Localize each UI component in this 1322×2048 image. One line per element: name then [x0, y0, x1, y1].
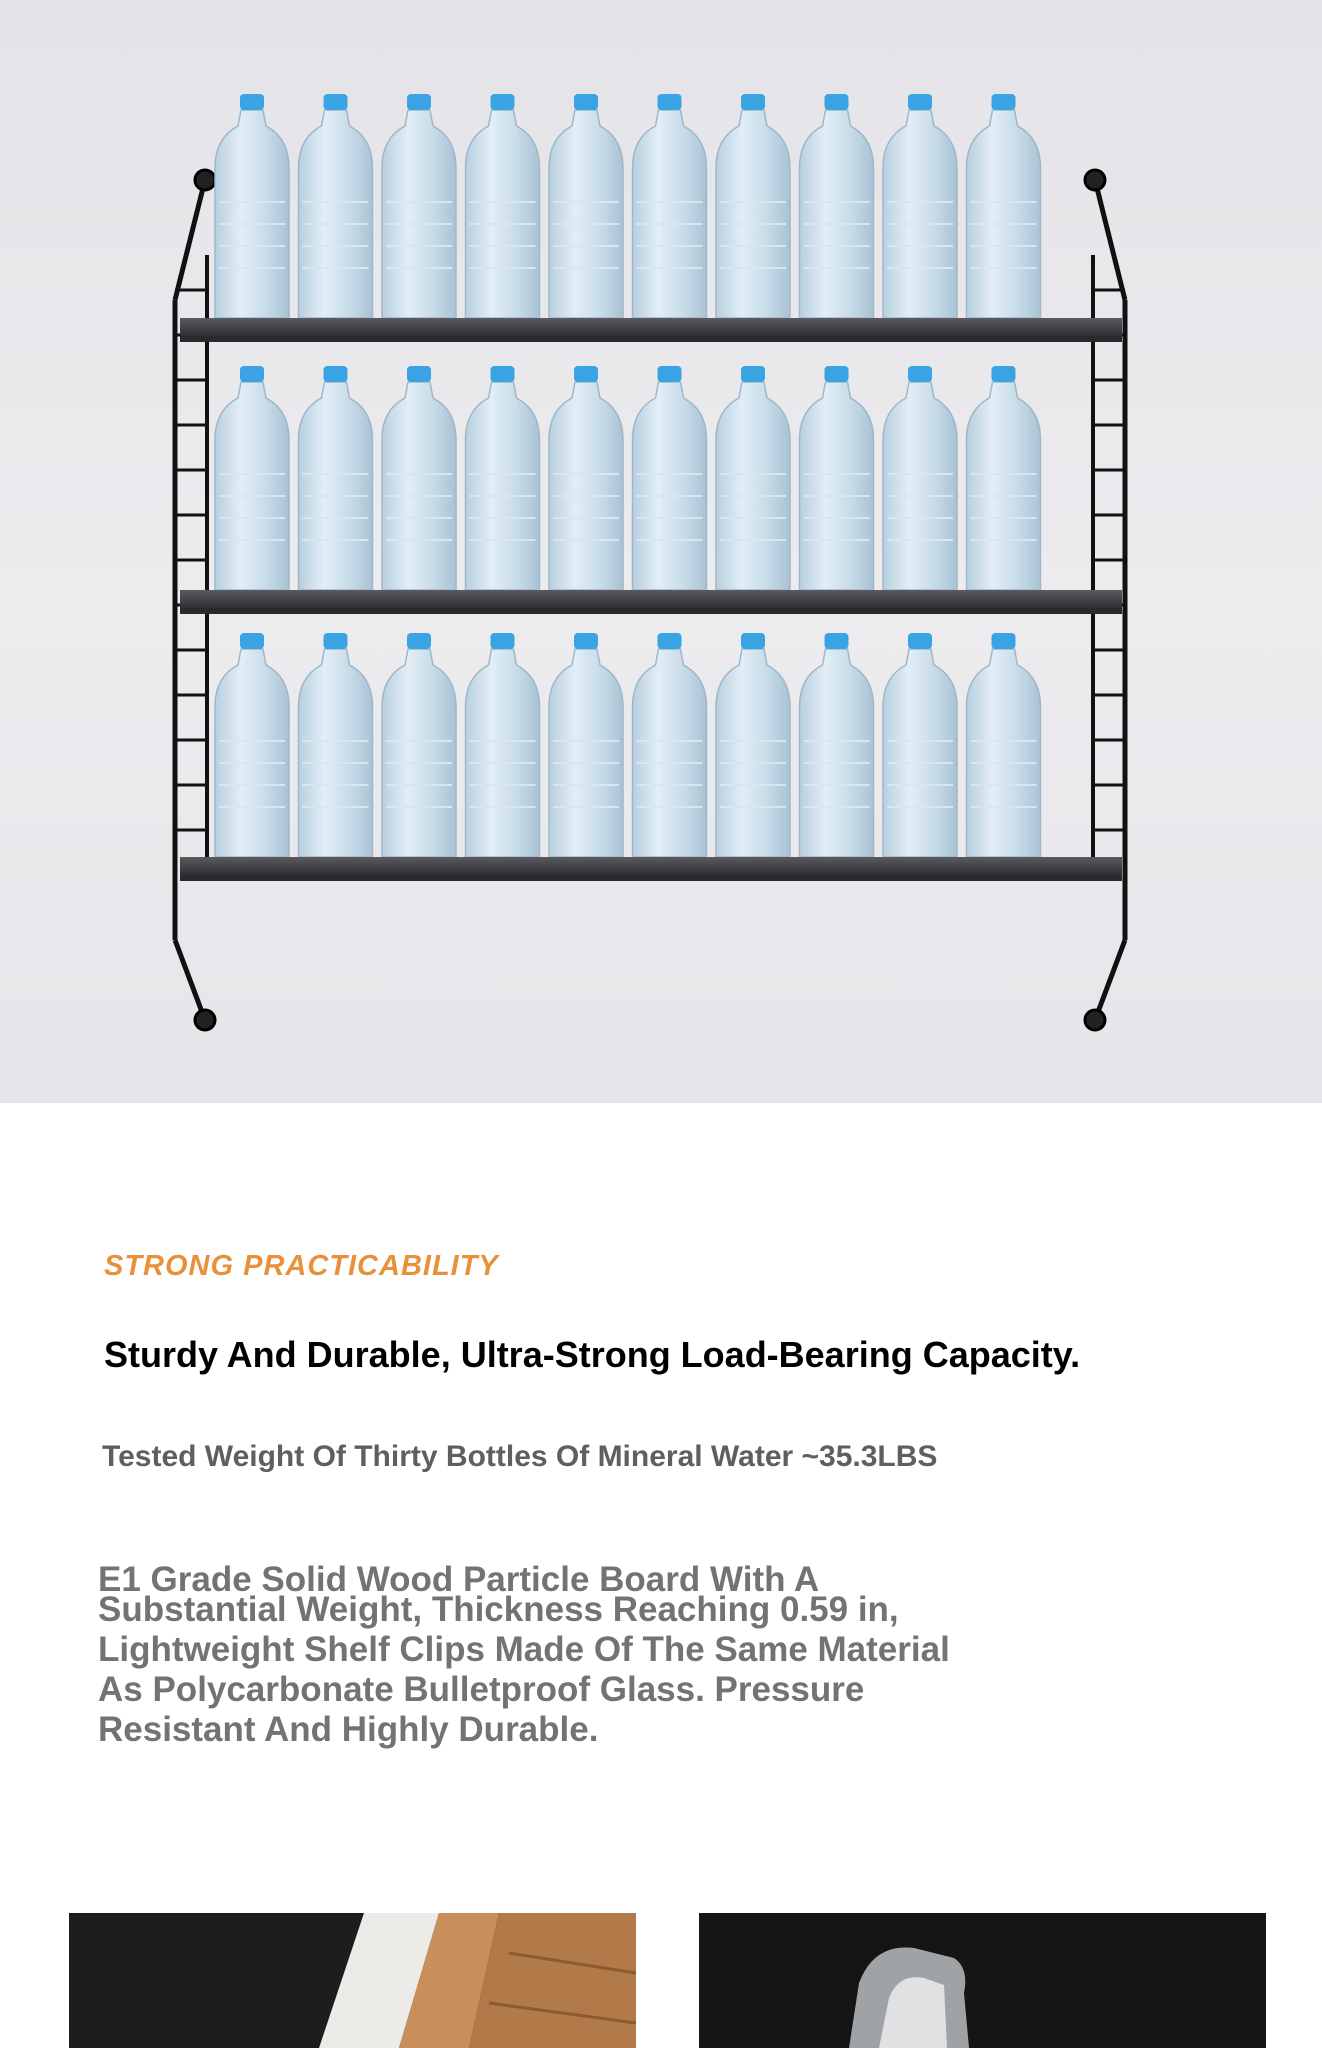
bottle-cap — [491, 633, 515, 649]
water-bottle — [633, 382, 707, 590]
bottle-cap — [825, 633, 849, 649]
shelf-board-edge — [180, 875, 1122, 881]
bottle-cap — [992, 94, 1016, 110]
tested-weight-text: Tested Weight Of Thirty Bottles Of Mineral Water ~35.3LBS — [102, 1440, 938, 1473]
section-headline: Sturdy And Durable, Ultra-Strong Load-Bearing Capacity. — [104, 1334, 1081, 1375]
bottle-cap — [240, 633, 264, 649]
bottle-cap — [741, 94, 765, 110]
bottle-cap — [407, 633, 431, 649]
wall-mount-screw — [195, 1010, 215, 1030]
frame-rail — [1095, 940, 1125, 1020]
water-bottle — [549, 649, 623, 857]
water-bottle — [549, 110, 623, 318]
bottle-cap — [324, 94, 348, 110]
water-bottle — [466, 649, 540, 857]
water-bottle — [299, 649, 373, 857]
water-bottle — [466, 382, 540, 590]
detail-image-board — [69, 1913, 636, 2048]
water-bottle — [299, 382, 373, 590]
bottle-cap — [658, 366, 682, 382]
bottle-cap — [491, 366, 515, 382]
water-bottle — [716, 382, 790, 590]
water-bottle — [382, 382, 456, 590]
material-description — [98, 1560, 998, 1750]
shelf-board — [180, 857, 1122, 875]
bottle-cap — [658, 633, 682, 649]
water-bottle — [466, 110, 540, 318]
bottle-cap — [240, 366, 264, 382]
water-bottle — [800, 382, 874, 590]
description-line-1: E1 Grade Solid Wood Particle Board With A — [98, 1560, 820, 1599]
water-bottle — [716, 649, 790, 857]
water-bottle — [883, 649, 957, 857]
bottle-cap — [574, 94, 598, 110]
water-bottle — [633, 649, 707, 857]
bottle-cap — [658, 94, 682, 110]
bottle-cap — [908, 366, 932, 382]
water-bottle — [215, 110, 289, 318]
wall-mount-screw — [1085, 1010, 1105, 1030]
frame-rail — [175, 940, 205, 1020]
wall-mount-screw — [1085, 170, 1105, 190]
water-bottle — [215, 382, 289, 590]
frame-rail — [175, 180, 205, 300]
frame-rail — [1095, 180, 1125, 300]
bottle-cap — [825, 94, 849, 110]
bottle-cap — [407, 94, 431, 110]
water-bottle — [382, 649, 456, 857]
description-body: Substantial Weight, Thickness Reaching 0.59 in, Lightweight Shelf Clips Made Of The Same Material As Polycarbonate Bulletproof Glass. Pressure Resistant And Highly Durable. — [98, 1590, 950, 1749]
bottle-cap — [741, 366, 765, 382]
section-eyebrow: STRONG PRACTICABILITY — [104, 1250, 499, 1282]
shelf-board — [180, 318, 1122, 336]
water-bottle — [299, 110, 373, 318]
water-bottle — [215, 649, 289, 857]
bottle-cap — [574, 366, 598, 382]
wall-mount-screw — [195, 170, 215, 190]
bottle-cap — [240, 94, 264, 110]
bottle-cap — [825, 366, 849, 382]
water-bottle — [967, 649, 1041, 857]
bottle-cap — [324, 633, 348, 649]
detail-image-clip — [699, 1913, 1266, 2048]
water-bottle — [633, 110, 707, 318]
water-bottle — [967, 110, 1041, 318]
water-bottle — [549, 382, 623, 590]
bottle-cap — [992, 366, 1016, 382]
bottle-cap — [574, 633, 598, 649]
bottle-cap — [324, 366, 348, 382]
shelf-board — [180, 590, 1122, 608]
water-bottle — [800, 649, 874, 857]
water-bottle — [382, 110, 456, 318]
shelf-board-edge — [180, 336, 1122, 342]
bottle-cap — [992, 633, 1016, 649]
water-bottle — [883, 382, 957, 590]
bottle-cap — [908, 94, 932, 110]
water-bottle — [800, 110, 874, 318]
water-bottle — [883, 110, 957, 318]
bottle-cap — [491, 94, 515, 110]
bottle-cap — [908, 633, 932, 649]
water-bottle — [716, 110, 790, 318]
bottle-cap — [407, 366, 431, 382]
shelf-board-edge — [180, 608, 1122, 614]
water-bottle — [967, 382, 1041, 590]
bottle-cap — [741, 633, 765, 649]
